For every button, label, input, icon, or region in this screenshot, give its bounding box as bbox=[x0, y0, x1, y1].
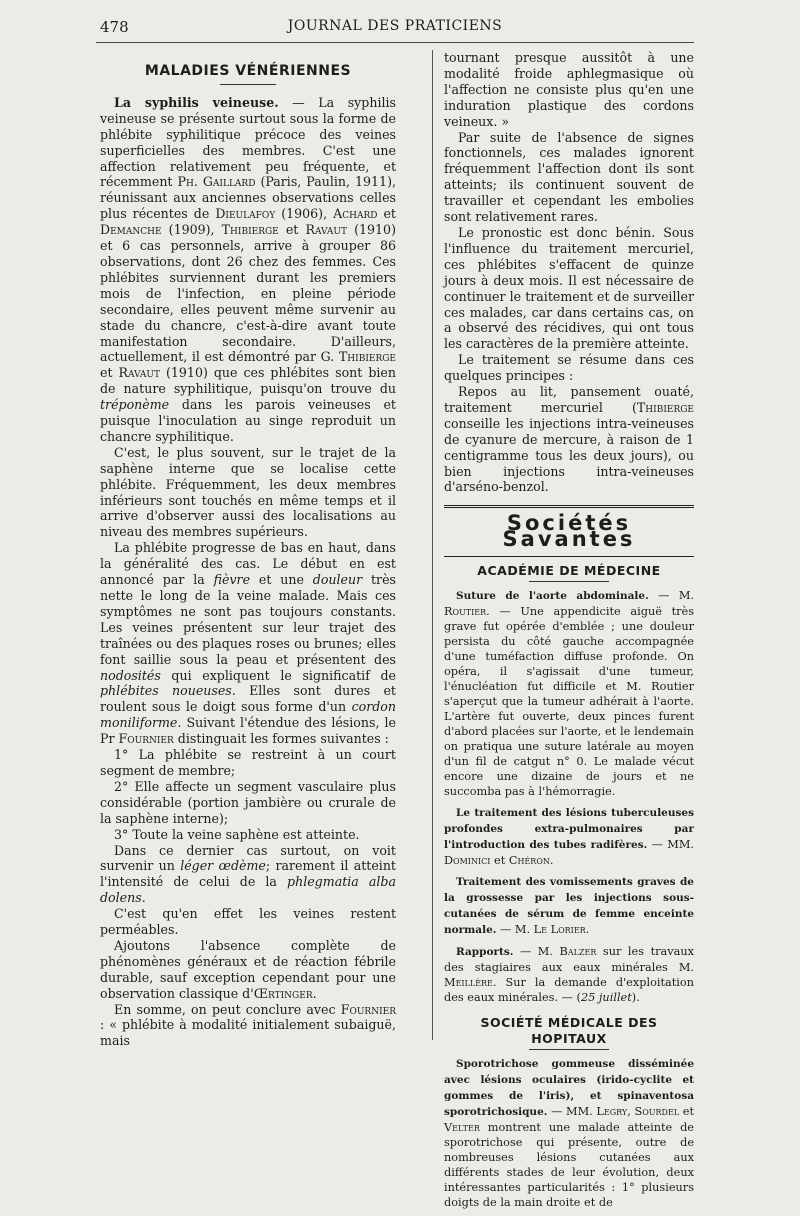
academie-entries bbox=[444, 588, 694, 1005]
section-rule bbox=[529, 581, 609, 582]
entry: Traitement des vomissements graves de la grossesse par les injections sous-cutanées de sérum de femme enceinte normale. — M. Le Lorier. bbox=[444, 876, 694, 937]
societes-savantes-title: Sociétés Savantes bbox=[502, 511, 636, 552]
header-rule bbox=[96, 42, 694, 43]
paragraph: En somme, on peut conclure avec Fournier : « phlébite à modalité initialement subaiguë, mais bbox=[100, 1001, 396, 1049]
paragraph: Le traitement se résume dans ces quelques principes : bbox=[444, 352, 694, 384]
paragraph: Dans ce dernier cas surtout, on voit survenir un léger œdème; rarement il atteint l'intensité de celui de la phlegmatia alba dolens. bbox=[100, 842, 397, 906]
journal-title: JOURNAL DES PRATICIENS bbox=[287, 18, 503, 34]
list-item: 2° Elle affecte un segment vasculaire plus considérable (portion jambière ou crurale de la saphène interne); bbox=[100, 778, 396, 826]
entry: Rapports. — M. Balzer sur les travaux des stagiaires aux eaux minérales M. Meillère. Sur la demande d'exploitation des eaux minérales. — (25 juillet). bbox=[444, 945, 695, 1005]
double-rule bbox=[444, 505, 694, 508]
left-column bbox=[100, 50, 396, 1049]
paragraph: Le pronostic est donc bénin. Sous l'influence du traitement mercuriel, ces phlébites s'effacent de quinze jours à deux mois. Il est nécessaire de continuer le traitement et de surveiller ces malades, car dans certains cas, on a observé des récidives, qui ont tous les caractères de la première atteinte. bbox=[444, 224, 694, 352]
page-header bbox=[100, 18, 690, 38]
list-item: 1° La phlébite se restreint à un court segment de membre; bbox=[100, 747, 396, 778]
paragraph: La syphilis veineuse. — La syphilis veineuse se présente surtout sous la forme de phlébite syphilitique précoce des veines superficielles des membres. C'est une affection relativement peu fréquente, et récemment Ph. Gaillard (Paris, Paulin, 1911), réunissant aux anciennes observations celles plus récentes de Dieulafoy (1906), Achard et Demanche (1909), Thibierge et Ravaut (1910) et 6 cas personnels, arrive à grouper 86 observations, dont 26 chez des femmes. Ces phlébites surviennent durant les premiers mois de l'infection, en pleine période secondaire, elles peuvent même survenir au stade du chancre, c'est-à-dire avant toute manifestation secondaire. D'ailleurs, actuellement, il est démontré par G. Thibierge et Ravaut (1910) que ces phlébites sont bien de nature syphilitique, puisqu'on trouve du tréponème dans les parois veineuses et puisque l'inoculation au singe reproduit un chancre syphilitique. bbox=[100, 94, 396, 444]
smh-entries bbox=[444, 1056, 694, 1210]
paragraph: La phlébite progresse de bas en haut, dans la généralité des cas. Le début en est annoncé par la fièvre et une douleur très nette le long de la veine malade. Mais ces symptômes ne sont pas toujours constants. Les veines présentent sur leur trajet des traînées ou des plaques roses ou brunes; elles font saillie sous la peau et présentent des nodosités qui expliquent le significatif de phlébites noueuses. Elles sont dures et roulent sous le doigt sous forme d'un cordon moniliforme. Suivant l'étendue des lésions, le Pr Fournier distinguait les formes suivantes : bbox=[100, 540, 396, 747]
rule bbox=[444, 556, 694, 557]
section-title-maladies: MALADIES VÉNÉRIENNES bbox=[144, 63, 352, 79]
smh-title: SOCIÉTÉ MÉDICALE DES HOPITAUX bbox=[480, 1015, 658, 1046]
paragraph: Ajoutons l'absence complète de phénomènes généraux et de réaction fébrile durable, sauf exception cependant pour une observation classique d'Œrtinger. bbox=[100, 937, 396, 1001]
page-number: 478 bbox=[100, 18, 129, 36]
right-column bbox=[444, 50, 694, 1216]
section-rule bbox=[529, 1049, 609, 1050]
entry: Le traitement des lésions tuberculeuses profondes extra-pulmonaires par l'introduction des tubes radifères. — MM. Dominici et Chéron. bbox=[444, 807, 694, 868]
section-rule bbox=[220, 84, 276, 85]
academie-title: ACADÉMIE DE MÉDECINE bbox=[477, 563, 661, 579]
entry: Suture de l'aorte abdominale. — M. Routier. — Une appendicite aiguë très grave fut opérée d'emblée ; une douleur persista du côté gauche accompagnée d'une tuméfaction diffuse profonde. On opéra, il s'agissait d'une tumeur, l'énucléation fut difficile et M. Routier s'aperçut que la tumeur adhérait à l'aorte. L'artère fut ouverte, deux pinces furent d'abord placées sur l'aorte, et le lendemain on pratiqua une suture latérale au moyen d'un fil de catgut n° 0. Le malade vécut encore une dizaine de jours et ne succomba pas à l'hémorragie. bbox=[444, 589, 694, 799]
paragraph: tournant presque aussitôt à une modalité froide aphlegmasique où l'affection ne consiste plus qu'en une induration plastique des cordons veineux. » bbox=[444, 50, 694, 129]
list-item: 3° Toute la veine saphène est atteinte. bbox=[114, 826, 360, 842]
column-divider bbox=[432, 50, 433, 1040]
paragraph: Par suite de l'absence de signes fonctionnels, ces malades ignorent fréquemment l'affection dont ils sont atteints; ils continuent souvent de travailler et cependant les embolies sont relativement rares. bbox=[444, 129, 694, 225]
paragraph: C'est qu'en effet les veines restent perméables. bbox=[100, 906, 396, 938]
paragraph: Repos au lit, pansement ouaté, traitement mercuriel (Thibierge conseille les injections intra-veineuses de cyanure de mercure, à raison de 1 centigramme tous les deux jours), ou bien injections intra-veineuses d'arséno-benzol. bbox=[444, 384, 694, 495]
entry: Sporotrichose gommeuse disséminée avec lésions oculaires (irido-cyclite et gommes de l'iris), et spinaventosa sporotrichosique. — MM. Legry, Sourdel et Velter montrent une malade atteinte de sporotrichose qui présente, outre de nombreuses lésions cutanées aux différents stades de leur évolution, deux intéressantes particularités : 1° plusieurs doigts de la main droite et de bbox=[444, 1057, 695, 1209]
paragraph: C'est, le plus souvent, sur le trajet de la saphène interne que se localise cette phlébite. Fréquemment, les deux membres inférieurs sont touchés en même temps et il arrive d'observer aussi des localisations au niveau des membres supérieurs. bbox=[100, 444, 396, 540]
